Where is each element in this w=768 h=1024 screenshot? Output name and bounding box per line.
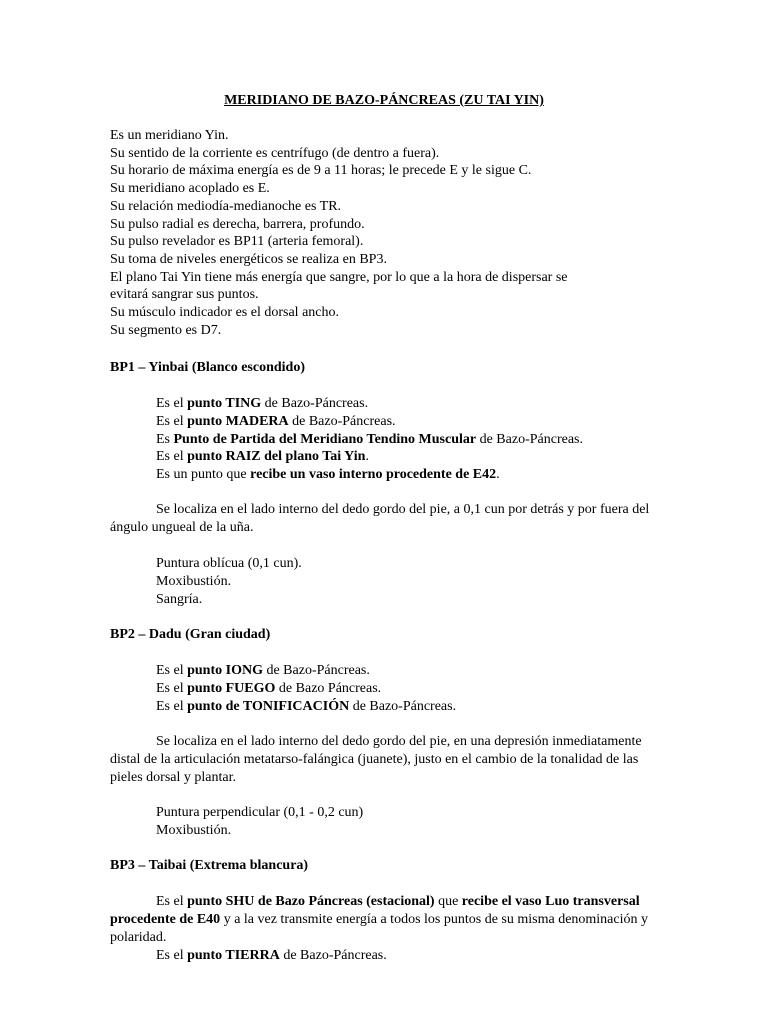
bp1-location: Se localiza en el lado interno del dedo gordo del pie, a 0,1 cun por detrás y por fuera del ángulo ungueal de la uña.: [110, 502, 650, 535]
meridian-intro: [110, 127, 670, 339]
property-line: Es el punto FUEGO de Bazo Páncreas.: [156, 680, 382, 696]
property-line: Es el punto TIERRA de Bazo-Páncreas.: [156, 948, 387, 963]
property-line: Es el punto RAIZ del plano Tai Yin.: [156, 449, 369, 465]
technique-line: Puntura oblícua (0,1 cun).: [156, 556, 302, 571]
intro-line: Su pulso revelador es BP11 (arteria femoral).: [110, 234, 364, 250]
technique-line: Sangría.: [156, 591, 203, 607]
intro-line: Es un meridiano Yin.: [110, 128, 229, 143]
bp3-heading: BP3 – Taibai (Extrema blancura): [110, 858, 309, 873]
property-line: Es el punto IONG de Bazo-Páncreas.: [156, 663, 370, 678]
property-line: Es el punto de TONIFICACIÓN de Bazo-Páncreas.: [156, 698, 457, 714]
property-line: Es el punto TING de Bazo-Páncreas.: [156, 396, 369, 411]
bp2-heading: BP2 – Dadu (Gran ciudad): [110, 627, 271, 642]
intro-line: Su músculo indicador es el dorsal ancho.: [110, 305, 340, 321]
intro-line: Su segmento es D7.: [110, 322, 222, 338]
bp3-description: Es el punto SHU de Bazo Páncreas (estacional) que recibe el vaso Luo transversal procedente de E40 y a la vez transmite energía a todos los puntos de su misma denominación y polaridad.: [110, 894, 649, 945]
intro-line: Su pulso radial es derecha, barrera, profundo.: [110, 216, 365, 232]
bp1-properties: [156, 395, 583, 484]
intro-line: Su toma de niveles energéticos se realiza en BP3.: [110, 251, 387, 267]
property-line: Es un punto que recibe un vaso interno procedente de E42.: [156, 467, 500, 483]
document-title: MERIDIANO DE BAZO-PÁNCREAS (ZU TAI YIN): [224, 93, 544, 108]
bp1-technique: [156, 555, 302, 608]
bp1-heading: BP1 – Yinbai (Blanco escondido): [110, 360, 305, 375]
bp3-properties: [156, 947, 387, 965]
technique-line: Moxibustión.: [156, 822, 232, 838]
property-line: Es Punto de Partida del Meridiano Tendino Muscular de Bazo-Páncreas.: [156, 431, 583, 447]
intro-line: Su sentido de la corriente es centrífugo (de dentro a fuera).: [110, 145, 440, 161]
intro-line: evitará sangrar sus puntos.: [110, 287, 259, 303]
bp2-properties: [156, 662, 456, 715]
bp2-technique: [156, 804, 363, 840]
intro-line: Su relación mediodía-medianoche es TR.: [110, 198, 342, 214]
intro-line: Su horario de máxima energía es de 9 a 11 horas; le precede E y le sigue C.: [110, 163, 532, 179]
technique-line: Moxibustión.: [156, 573, 232, 589]
intro-line: Su meridiano acoplado es E.: [110, 181, 270, 197]
property-line: Es el punto MADERA de Bazo-Páncreas.: [156, 413, 396, 429]
technique-line: Puntura perpendicular (0,1 - 0,2 cun): [156, 805, 364, 820]
intro-line: El plano Tai Yin tiene más energía que sangre, por lo que a la hora de dispersar se: [110, 269, 568, 285]
bp2-location: Se localiza en el lado interno del dedo gordo del pie, en una depresión inmediatamente distal de la articulación metatarso-falángica (juanete), justo en el cambio de la tonalidad de las pieles dorsal y plantar.: [110, 734, 642, 785]
